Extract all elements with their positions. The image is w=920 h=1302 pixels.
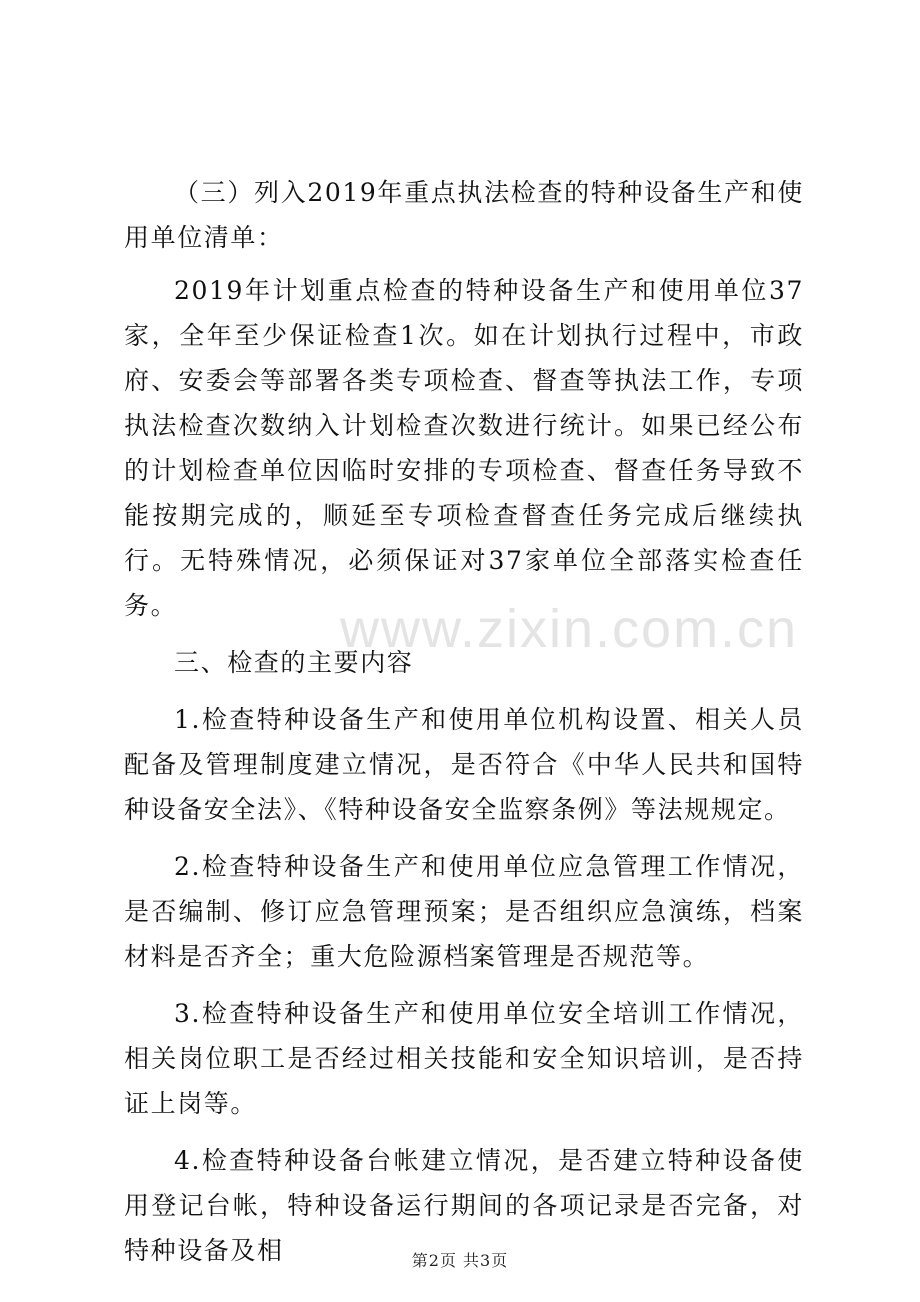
watermark: www.zixin.com.cn bbox=[340, 599, 799, 659]
paragraph-list-heading: （三）列入2019年重点执法检查的特种设备生产和使用单位清单： bbox=[124, 178, 804, 252]
paragraph-inspection-plan: 2019年计划重点检查的特种设备生产和使用单位37家，全年至少保证检查1次。如在计划执行过程中，市政府、安委会等部署各类专项检查、督查等执法工作，专项执法检查次数纳入计划检查次数进行统计。如果已经公布的计划检查单位因临时安排的专项检查、督查任务导致不能按期完成的，顺延至专项检查督查任务完成后继续执行。无特殊情况，必须保证对37家单位全部落实检查任务。 bbox=[124, 276, 804, 620]
paragraph-item-3: 3.检查特种设备生产和使用单位安全培训工作情况，相关岗位职工是否经过相关技能和安全知识培训，是否持证上岗等。 bbox=[124, 999, 804, 1118]
paragraph-item-4: 4.检查特种设备台帐建立情况，是否建立特种设备使用登记台帐，特种设备运行期间的各项记录是否完备，对特种设备及相 bbox=[124, 1146, 804, 1265]
paragraph-item-1: 1.检查特种设备生产和使用单位机构设置、相关人员配备及管理制度建立情况，是否符合《中华人民共和国特种设备安全法》、《特种设备安全监察条例》等法规规定。 bbox=[124, 705, 804, 824]
section-heading-main-content: 三、检查的主要内容 bbox=[174, 648, 414, 677]
paragraph-item-2: 2.检查特种设备生产和使用单位应急管理工作情况，是否编制、修订应急管理预案；是否组织应急演练，档案材料是否齐全；重大危险源档案管理是否规范等。 bbox=[124, 852, 804, 971]
page-footer: 第2页 共3页 bbox=[411, 1251, 509, 1270]
document-body bbox=[124, 170, 804, 1273]
